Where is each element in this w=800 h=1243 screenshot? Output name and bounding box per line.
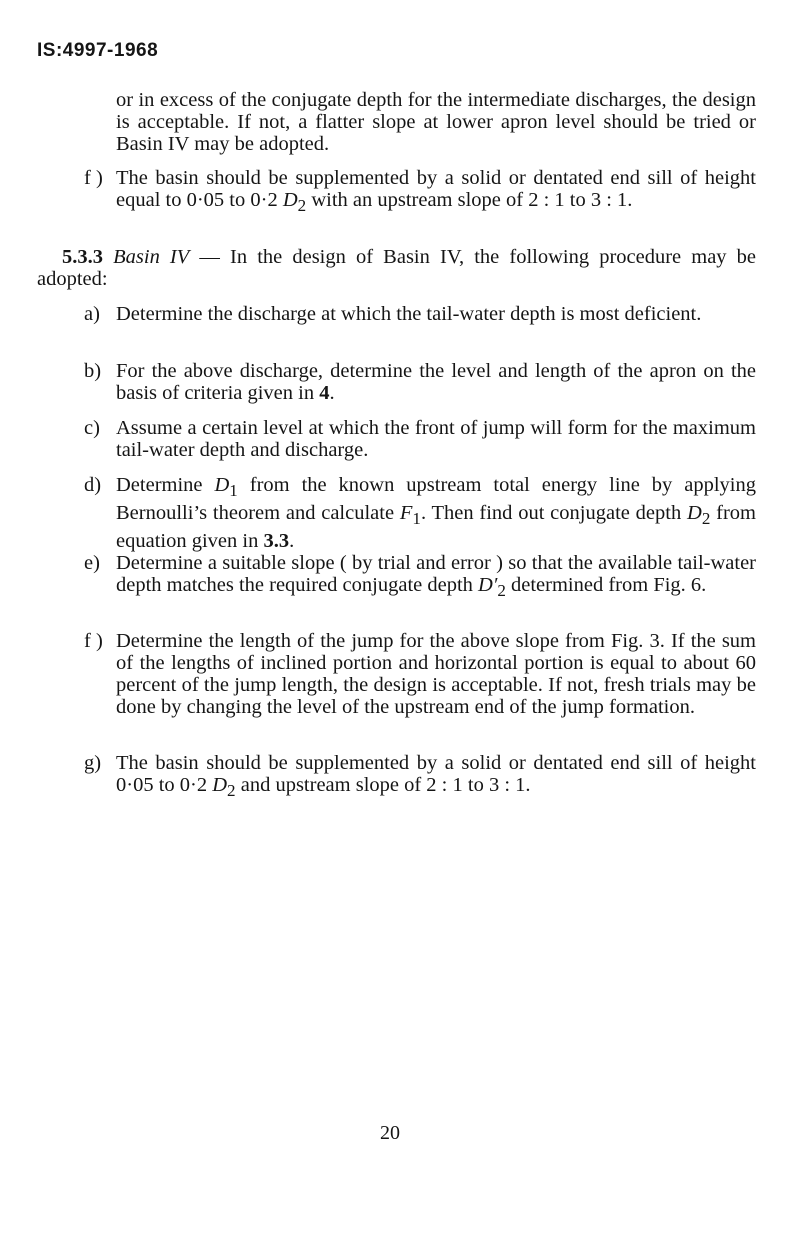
list-item-e (84, 552, 756, 602)
section-intro: In the design of Basin IV, the following procedure may be adopted: (37, 246, 757, 290)
list-item-f-sill (84, 167, 756, 217)
item-label: g) (84, 752, 102, 774)
list-item-g (84, 752, 756, 802)
item-label: c) (84, 417, 100, 439)
item-label: e) (84, 552, 100, 574)
item-text: For the above discharge, determine the level and length of the apron on the basis of criteria given in 4. (116, 360, 756, 404)
item-text: The basin should be supplemented by a solid or dentated end sill of height 0·05 to 0·2 $D_2$ and upstream slope of 2 : 1 to 3 : 1. (116, 752, 756, 801)
continuation-paragraph: or in excess of the conjugate depth for the intermediate discharges, the design is acceptable. If not, a flatter slope at lower apron level should be tried or Basin IV may be adopted. (116, 89, 756, 155)
item-text: Determine the discharge at which the tail-water depth is most deficient. (116, 303, 702, 325)
item-text: Determine the length of the jump for the above slope from Fig. 3. If the sum of the lengths of inclined portion and horizontal portion is equal to about 60 percent of the jump length, the design is acceptable. If not, fresh trials may be done by changing the level of the upstream end of the jump formation. (116, 630, 756, 718)
list-item-b (84, 360, 756, 404)
item-text: Assume a certain level at which the front of jump will form for the maximum tail-water depth and discharge. (116, 417, 756, 461)
item-label: f ) (84, 167, 103, 189)
item-text: Determine a suitable slope ( by trial and error ) so that the available tail-water depth matches the required conjugate depth $D'_2$ determined from Fig. 6. (116, 552, 756, 601)
item-label: b) (84, 360, 102, 382)
list-item-c (84, 417, 756, 461)
item-label: a) (84, 303, 100, 325)
section-title: Basin IV (113, 246, 190, 268)
list-item-d (84, 474, 756, 552)
item-label: d) (84, 474, 102, 496)
list-item-f-jump (84, 630, 756, 718)
item-text: The basin should be supplemented by a solid or dentated end sill of height equal to 0·05 to 0·2 $D_2$ with an upstream slope of 2 : 1 to 3 : 1. (116, 167, 756, 216)
list-item-a (84, 303, 756, 325)
section-number: 5.3.3 (62, 246, 103, 268)
page-number: 20 (380, 1122, 400, 1144)
document-header: IS:4997-1968 (37, 40, 159, 61)
item-label: f ) (84, 630, 103, 652)
item-text: Determine $D_1$ from the known upstream total energy line by applying Bernoulli’s theorem and calculate $F_1$. Then find out conjugate depth $D_2$ from equation given in 3.3. (116, 474, 756, 553)
section-5-3-3: 5.3.3 Basin IV — In the design of Basin IV, the following procedure may be adopted: (37, 246, 757, 290)
